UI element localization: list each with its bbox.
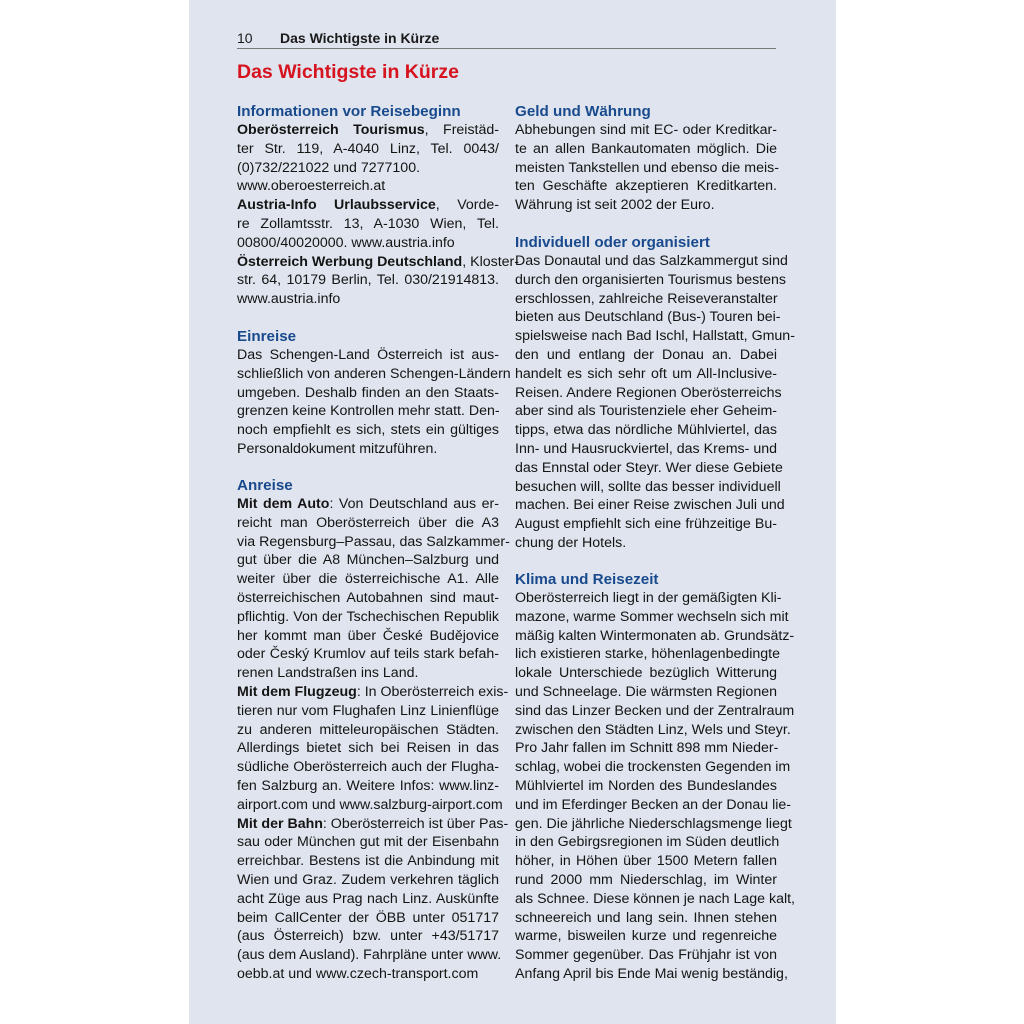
text-line: spielsweise nach Bad Ischl, Hallstatt, Gmun- <box>515 328 795 345</box>
bold-lead: Österreich Werbung Deutschland <box>237 253 463 270</box>
text-line: warme, bisweilen kurze und regenreiche <box>515 928 777 945</box>
text-line: sau oder München gut mit der Eisenbahn <box>237 834 499 851</box>
text-line: gut über die A8 München–Salzburg und <box>237 552 499 569</box>
text-line: oebb.at und www.czech-transport.com <box>237 965 479 982</box>
text-line: Oberösterreich liegt in der gemäßigten Kli- <box>515 590 782 606</box>
text-line: her kommt man über České Budějovice <box>237 627 499 644</box>
text-line: beim CallCenter der ÖBB unter 051717 <box>237 909 499 926</box>
text-line: südliche Oberösterreich auch der Flugha- <box>237 759 499 776</box>
text-line: durch den organisierten Tourismus bestens <box>515 271 787 288</box>
text-line: chung der Hotels. <box>515 534 627 551</box>
text-line: Sommer gegenüber. Das Frühjahr ist von <box>515 947 777 964</box>
line-rest: , Kloster- <box>462 253 519 270</box>
text-line: zwischen den Städten Linz, Wels und Steyr. <box>515 721 791 738</box>
text-line: und Schneelage. Die wärmsten Regionen <box>515 683 777 700</box>
text-line: erschlossen, zahlreiche Reiseveranstalter <box>515 290 778 307</box>
text-line <box>237 683 509 702</box>
text-line: tieren nur vom Flughafen Linz Linienflüge <box>237 702 499 719</box>
text-line: pflichtig. Von der Tschechischen Republik <box>237 608 499 625</box>
text-line: grenzen keine Kontrollen mehr statt. Den- <box>237 403 500 420</box>
text-line <box>237 253 519 272</box>
text-line: weiter über die österreichische A1. Alle <box>237 571 499 588</box>
text-line: gen. Die jährliche Niederschlagsmenge liegt <box>515 815 792 832</box>
line-rest: : Von Deutschland aus er- <box>329 496 499 512</box>
text-line: (aus dem Ausland). Fahrpläne unter www. <box>237 947 502 964</box>
section-anreise <box>237 476 510 984</box>
text-line: ter Str. 119, A-4040 Linz, Tel. 0043/ <box>237 140 499 157</box>
text-line: höher, in Höhen über 1500 Metern fallen <box>515 853 777 870</box>
text-line: 00800/40020000. www.austria.info <box>237 234 455 251</box>
text-line <box>237 121 499 140</box>
section-informationen <box>237 102 519 309</box>
bold-lead: Oberösterreich Tourismus <box>237 122 425 138</box>
text-line: Wien und Graz. Zudem verkehren täglich <box>237 871 499 888</box>
bold-lead: Mit dem Auto <box>237 496 330 512</box>
text-line: lokale Unterschiede bezüglich Witterung <box>515 665 777 682</box>
text-line: handelt es sich sehr oft um All-Inclusive- <box>515 365 777 382</box>
line-rest: : In Oberösterreich exis- <box>356 683 509 700</box>
text-line: via Regensburg–Passau, das Salzkammer- <box>237 533 510 550</box>
text-line: Abhebungen sind mit EC- oder Kreditkar- <box>515 122 777 138</box>
text-line: noch empfiehlt es sich, stets ein gültiges <box>237 422 499 439</box>
line-rest: , Freistäd- <box>424 122 499 138</box>
section-heading: Individuell oder organisiert <box>515 234 710 251</box>
text-line: airport.com und www.salzburg-airport.com <box>237 796 503 813</box>
bold-lead: Mit der Bahn <box>237 815 323 832</box>
text-line: umgeben. Deshalb finden an den Staats- <box>237 384 499 401</box>
text-line: te an allen Bankautomaten möglich. Die <box>515 140 777 157</box>
text-line: schneereich und lang sein. Ihnen stehen <box>515 909 777 926</box>
text-line <box>237 196 499 215</box>
section-heading: Klima und Reisezeit <box>515 571 659 588</box>
section-heading: Informationen vor Reisebeginn <box>237 103 461 120</box>
text-line: den und entlang der Donau an. Dabei <box>515 346 777 363</box>
text-line: www.oberoesterreich.at <box>237 178 386 195</box>
text-line: besuchen will, sollte das besser individuell <box>515 478 781 495</box>
text-line: in den Gebirgsregionen im Süden deutlich <box>515 834 780 851</box>
section-klima <box>515 570 795 984</box>
text-line: zu anderen mitteleuropäischen Städten. <box>237 721 499 738</box>
text-line: ten Geschäfte akzeptieren Kreditkarten. <box>515 178 777 195</box>
section-heading: Einreise <box>237 328 297 345</box>
text-line: schließlich von anderen Schengen-Ländern <box>237 365 511 382</box>
text-line: erreichbar. Bestens ist die Anbindung mit <box>237 853 499 870</box>
text-line: als Schnee. Diese können je nach Lage kalt, <box>515 890 795 907</box>
text-line: rund 2000 mm Niederschlag, im Winter <box>515 871 777 888</box>
text-line: acht Züge aus Prag nach Linz. Auskünfte <box>237 890 499 907</box>
section-geld <box>515 102 777 215</box>
section-heading: Anreise <box>237 477 293 494</box>
text-line: Währung ist seit 2002 der Euro. <box>515 197 715 214</box>
page-number: 10 <box>237 30 253 46</box>
text-line: mäßig kalten Wintermonaten ab. Grundsätz- <box>515 627 795 644</box>
text-line: Anfang April bis Ende Mai wenig beständig, <box>515 965 788 982</box>
text-line: August empfiehlt sich eine frühzeitige Bu- <box>515 516 777 533</box>
section-heading: Geld und Währung <box>515 103 651 120</box>
chapter-title: Das Wichtigste in Kürze <box>237 61 459 83</box>
text-line: tipps, etwa das nördliche Mühlviertel, das <box>515 422 777 439</box>
text-line: österreichischen Autobahnen sind maut- <box>237 589 499 606</box>
text-line: (aus Österreich) bzw. unter +43/51717 <box>237 928 499 945</box>
text-line <box>237 815 509 834</box>
text-line: Das Schengen-Land Österreich ist aus- <box>237 347 499 363</box>
text-line: oder Český Krumlov auf teils stark befah- <box>237 646 499 663</box>
bold-lead: Mit dem Flugzeug <box>237 683 357 700</box>
bold-lead: Austria-Info Urlaubsservice <box>237 197 436 214</box>
section-individuell <box>515 233 795 553</box>
text-line: renen Landstraßen ins Land. <box>237 665 419 682</box>
text-line: reicht man Oberösterreich über die A3 <box>237 514 499 531</box>
text-line: Mühlviertel im Norden des Bundeslandes <box>515 777 777 794</box>
text-line: str. 64, 10179 Berlin, Tel. 030/21914813. <box>237 272 499 289</box>
running-head <box>237 30 776 49</box>
text-line: www.austria.info <box>237 291 341 308</box>
text-line: Pro Jahr fallen im Schnitt 898 mm Nieder- <box>515 740 779 757</box>
text-line: das Ennstal oder Steyr. Wer diese Gebiete <box>515 459 783 476</box>
section-einreise <box>237 327 511 459</box>
line-rest: : Oberösterreich ist über Pas- <box>322 815 509 832</box>
line-rest: , Vorde- <box>435 197 499 214</box>
text-line: Inn- und Hausruckviertel, das Krems- und <box>515 440 777 457</box>
text-line: re Zollamtsstr. 13, A-1030 Wien, Tel. <box>237 215 499 232</box>
text-line: und im Eferdinger Becken an der Donau lie- <box>515 796 792 813</box>
text-line <box>237 495 499 514</box>
running-head-title: Das Wichtigste in Kürze <box>280 30 440 46</box>
text-line: lich existieren starke, höhenlagenbedingte <box>515 646 781 663</box>
text-line: machen. Bei einer Reise zwischen Juli und <box>515 497 785 514</box>
text-line: mazone, warme Sommer wechseln sich mit <box>515 608 789 625</box>
text-line: bieten aus Deutschland (Bus-) Touren bei- <box>515 309 781 326</box>
text-line: (0)732/221022 und 7277100. <box>237 159 421 176</box>
text-line: sind das Linzer Becken und der Zentralraum <box>515 702 795 719</box>
text-line: meisten Tankstellen und ebenso die meis- <box>515 159 779 176</box>
text-line: schlag, wobei die trockensten Gegenden im <box>515 759 791 776</box>
text-line: aber sind als Touristenziele eher Geheim- <box>515 403 777 420</box>
text-line: fen Salzburg an. Weitere Infos: www.linz- <box>237 777 499 794</box>
text-line: Reisen. Andere Regionen Oberösterreichs <box>515 384 782 401</box>
text-line: Allerdings bietet sich bei Reisen in das <box>237 740 499 757</box>
text-line: Personaldokument mitzuführen. <box>237 440 438 457</box>
text-line: Das Donautal und das Salzkammergut sind <box>515 253 788 269</box>
